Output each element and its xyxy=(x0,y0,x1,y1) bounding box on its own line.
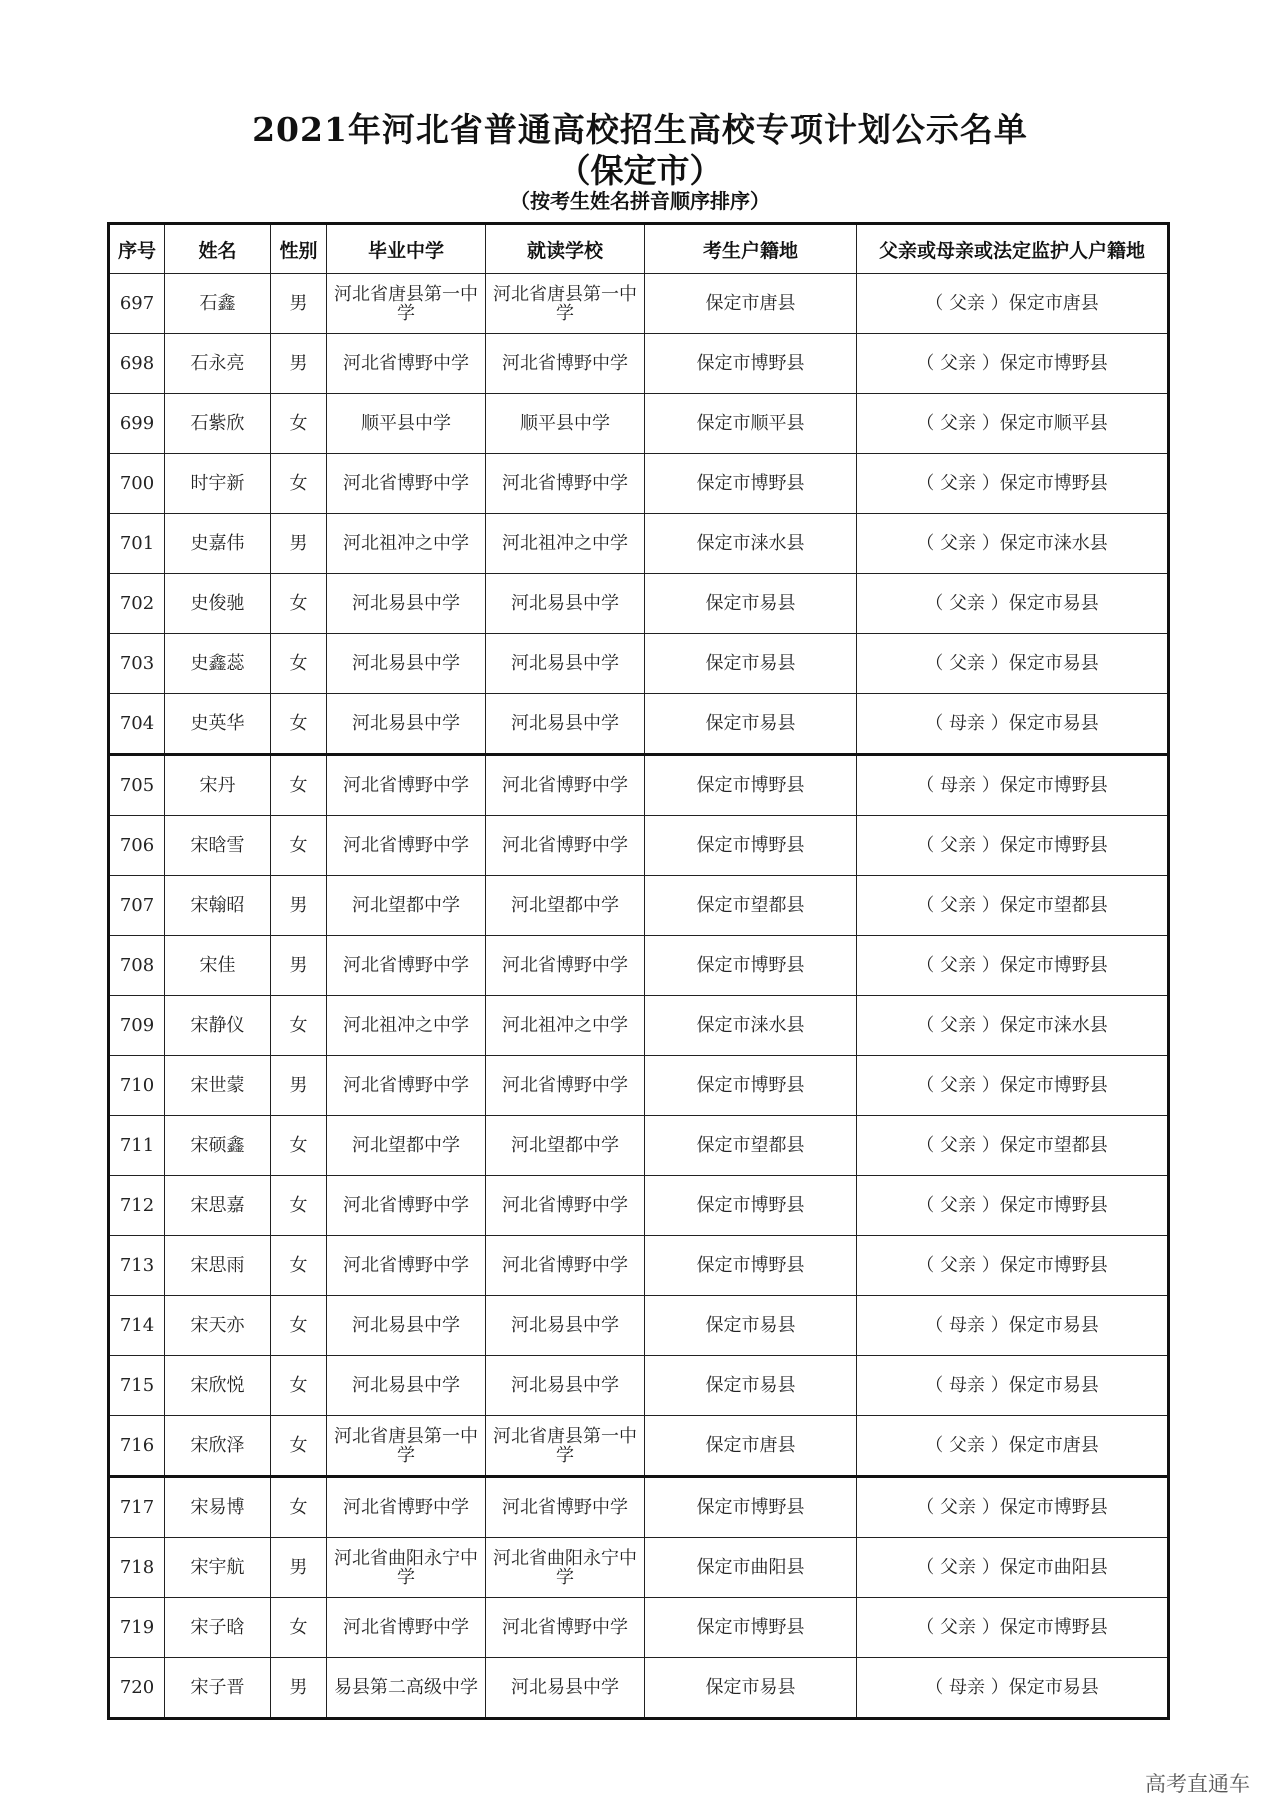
cell-hukou: 保定市易县 xyxy=(645,694,857,755)
cell-school: 河北省博野中学 xyxy=(486,755,645,816)
cell-grad-school: 河北省博野中学 xyxy=(327,1056,486,1116)
cell-name: 史嘉伟 xyxy=(165,514,271,574)
cell-school: 河北省博野中学 xyxy=(486,1598,645,1658)
cell-name: 宋硕鑫 xyxy=(165,1116,271,1176)
cell-gender: 男 xyxy=(271,1538,327,1598)
cell-grad-school: 河北省博野中学 xyxy=(327,454,486,514)
cell-grad-school: 河北省博野中学 xyxy=(327,334,486,394)
cell-no: 711 xyxy=(109,1116,165,1176)
cell-hukou: 保定市涞水县 xyxy=(645,996,857,1056)
table-row xyxy=(109,274,1169,334)
cell-grad-school: 顺平县中学 xyxy=(327,394,486,454)
cell-gender: 女 xyxy=(271,1477,327,1538)
cell-school: 河北省博野中学 xyxy=(486,936,645,996)
cell-parent-hukou: （ 父亲 ）保定市博野县 xyxy=(857,1176,1169,1236)
cell-school: 河北省博野中学 xyxy=(486,1477,645,1538)
cell-no: 718 xyxy=(109,1538,165,1598)
cell-school: 河北易县中学 xyxy=(486,1658,645,1719)
cell-hukou: 保定市博野县 xyxy=(645,334,857,394)
cell-gender: 女 xyxy=(271,634,327,694)
cell-name: 石鑫 xyxy=(165,274,271,334)
table-row xyxy=(109,1056,1169,1116)
cell-grad-school: 河北祖冲之中学 xyxy=(327,996,486,1056)
cell-parent-hukou: （ 父亲 ）保定市望都县 xyxy=(857,1116,1169,1176)
cell-name: 宋思雨 xyxy=(165,1236,271,1296)
cell-no: 720 xyxy=(109,1658,165,1719)
table-row xyxy=(109,694,1169,755)
cell-hukou: 保定市博野县 xyxy=(645,454,857,514)
column-header-gender: 性别 xyxy=(271,224,327,274)
cell-grad-school: 河北祖冲之中学 xyxy=(327,514,486,574)
cell-school: 河北省博野中学 xyxy=(486,816,645,876)
cell-no: 704 xyxy=(109,694,165,755)
cell-no: 703 xyxy=(109,634,165,694)
cell-school: 河北祖冲之中学 xyxy=(486,514,645,574)
cell-parent-hukou: （ 母亲 ）保定市易县 xyxy=(857,1658,1169,1719)
cell-parent-hukou: （ 父亲 ）保定市博野县 xyxy=(857,334,1169,394)
cell-name: 宋佳 xyxy=(165,936,271,996)
cell-parent-hukou: （ 父亲 ）保定市博野县 xyxy=(857,454,1169,514)
table-row xyxy=(109,334,1169,394)
cell-grad-school: 河北易县中学 xyxy=(327,1296,486,1356)
cell-hukou: 保定市博野县 xyxy=(645,936,857,996)
cell-grad-school: 河北省曲阳永宁中学 xyxy=(327,1538,486,1598)
cell-gender: 女 xyxy=(271,1416,327,1477)
cell-hukou: 保定市博野县 xyxy=(645,816,857,876)
cell-no: 714 xyxy=(109,1296,165,1356)
cell-grad-school: 河北省博野中学 xyxy=(327,1176,486,1236)
cell-gender: 男 xyxy=(271,876,327,936)
cell-name: 宋翰昭 xyxy=(165,876,271,936)
cell-hukou: 保定市涞水县 xyxy=(645,514,857,574)
cell-hukou: 保定市易县 xyxy=(645,1658,857,1719)
cell-no: 717 xyxy=(109,1477,165,1538)
cell-gender: 男 xyxy=(271,936,327,996)
cell-no: 706 xyxy=(109,816,165,876)
cell-parent-hukou: （ 母亲 ）保定市易县 xyxy=(857,694,1169,755)
cell-no: 705 xyxy=(109,755,165,816)
cell-school: 河北易县中学 xyxy=(486,1356,645,1416)
cell-school: 河北易县中学 xyxy=(486,634,645,694)
cell-hukou: 保定市易县 xyxy=(645,1296,857,1356)
cell-no: 697 xyxy=(109,274,165,334)
cell-grad-school: 河北望都中学 xyxy=(327,1116,486,1176)
cell-school: 河北省博野中学 xyxy=(486,454,645,514)
cell-school: 河北易县中学 xyxy=(486,694,645,755)
cell-parent-hukou: （ 父亲 ）保定市涞水县 xyxy=(857,514,1169,574)
cell-gender: 女 xyxy=(271,574,327,634)
document-subtitle: （保定市） xyxy=(557,151,723,190)
column-header-parent-hukou: 父亲或母亲或法定监护人户籍地 xyxy=(857,224,1169,274)
cell-gender: 女 xyxy=(271,1176,327,1236)
table-row xyxy=(109,1598,1169,1658)
column-header-school: 就读学校 xyxy=(486,224,645,274)
cell-no: 699 xyxy=(109,394,165,454)
cell-hukou: 保定市曲阳县 xyxy=(645,1538,857,1598)
cell-no: 712 xyxy=(109,1176,165,1236)
cell-name: 宋欣泽 xyxy=(165,1416,271,1477)
cell-parent-hukou: （ 父亲 ）保定市博野县 xyxy=(857,1598,1169,1658)
cell-gender: 男 xyxy=(271,1658,327,1719)
cell-gender: 女 xyxy=(271,755,327,816)
table-row xyxy=(109,634,1169,694)
cell-no: 713 xyxy=(109,1236,165,1296)
cell-parent-hukou: （ 父亲 ）保定市易县 xyxy=(857,574,1169,634)
cell-grad-school: 河北省博野中学 xyxy=(327,1236,486,1296)
cell-name: 宋思嘉 xyxy=(165,1176,271,1236)
table-row xyxy=(109,936,1169,996)
table-row xyxy=(109,1296,1169,1356)
cell-parent-hukou: （ 父亲 ）保定市博野县 xyxy=(857,1236,1169,1296)
table-row xyxy=(109,454,1169,514)
cell-name: 宋宇航 xyxy=(165,1538,271,1598)
table-row xyxy=(109,1416,1169,1477)
cell-gender: 女 xyxy=(271,996,327,1056)
cell-grad-school: 河北易县中学 xyxy=(327,1356,486,1416)
cell-no: 719 xyxy=(109,1598,165,1658)
cell-parent-hukou: （ 父亲 ）保定市博野县 xyxy=(857,816,1169,876)
cell-school: 河北省博野中学 xyxy=(486,1176,645,1236)
table-header-row xyxy=(109,224,1169,274)
cell-parent-hukou: （ 母亲 ）保定市易县 xyxy=(857,1296,1169,1356)
cell-name: 宋欣悦 xyxy=(165,1356,271,1416)
table-row xyxy=(109,816,1169,876)
table-row xyxy=(109,996,1169,1056)
cell-parent-hukou: （ 父亲 ）保定市博野县 xyxy=(857,936,1169,996)
table-row xyxy=(109,1176,1169,1236)
cell-gender: 女 xyxy=(271,454,327,514)
cell-gender: 男 xyxy=(271,1056,327,1116)
cell-no: 707 xyxy=(109,876,165,936)
table-row xyxy=(109,755,1169,816)
cell-gender: 女 xyxy=(271,1296,327,1356)
cell-name: 宋世蒙 xyxy=(165,1056,271,1116)
column-header-name: 姓名 xyxy=(165,224,271,274)
cell-name: 史俊驰 xyxy=(165,574,271,634)
cell-name: 宋天亦 xyxy=(165,1296,271,1356)
cell-name: 时宇新 xyxy=(165,454,271,514)
column-header-hukou: 考生户籍地 xyxy=(645,224,857,274)
cell-school: 河北易县中学 xyxy=(486,1296,645,1356)
cell-hukou: 保定市博野县 xyxy=(645,1477,857,1538)
cell-name: 宋易博 xyxy=(165,1477,271,1538)
cell-gender: 男 xyxy=(271,514,327,574)
cell-school: 河北祖冲之中学 xyxy=(486,996,645,1056)
cell-no: 710 xyxy=(109,1056,165,1116)
table-body xyxy=(109,274,1169,1719)
cell-gender: 女 xyxy=(271,1116,327,1176)
table-row xyxy=(109,1477,1169,1538)
watermark: 高考直通车 xyxy=(1145,1772,1250,1796)
sort-note: （按考生姓名拼音顺序排序） xyxy=(510,189,770,213)
cell-no: 716 xyxy=(109,1416,165,1477)
cell-hukou: 保定市易县 xyxy=(645,574,857,634)
cell-hukou: 保定市博野县 xyxy=(645,1598,857,1658)
cell-grad-school: 河北望都中学 xyxy=(327,876,486,936)
cell-grad-school: 河北易县中学 xyxy=(327,574,486,634)
cell-grad-school: 易县第二高级中学 xyxy=(327,1658,486,1719)
table-row xyxy=(109,876,1169,936)
cell-gender: 女 xyxy=(271,1598,327,1658)
cell-grad-school: 河北省唐县第一中学 xyxy=(327,1416,486,1477)
cell-hukou: 保定市博野县 xyxy=(645,1176,857,1236)
cell-name: 石永亮 xyxy=(165,334,271,394)
cell-grad-school: 河北省博野中学 xyxy=(327,936,486,996)
document-title: 2021年河北省普通高校招生高校专项计划公示名单 xyxy=(252,110,1028,149)
cell-school: 河北省博野中学 xyxy=(486,1236,645,1296)
cell-parent-hukou: （ 母亲 ）保定市博野县 xyxy=(857,755,1169,816)
cell-no: 702 xyxy=(109,574,165,634)
column-header-grad-school: 毕业中学 xyxy=(327,224,486,274)
table-row xyxy=(109,394,1169,454)
cell-name: 宋静仪 xyxy=(165,996,271,1056)
cell-school: 河北省博野中学 xyxy=(486,334,645,394)
table-row xyxy=(109,1356,1169,1416)
cell-hukou: 保定市博野县 xyxy=(645,1056,857,1116)
cell-school: 河北望都中学 xyxy=(486,876,645,936)
cell-name: 史英华 xyxy=(165,694,271,755)
cell-school: 河北省唐县第一中学 xyxy=(486,1416,645,1477)
cell-name: 宋子晋 xyxy=(165,1658,271,1719)
cell-parent-hukou: （ 父亲 ）保定市望都县 xyxy=(857,876,1169,936)
cell-name: 史鑫蕊 xyxy=(165,634,271,694)
cell-gender: 女 xyxy=(271,394,327,454)
roster-table xyxy=(107,222,1170,1720)
cell-school: 河北省唐县第一中学 xyxy=(486,274,645,334)
cell-gender: 女 xyxy=(271,816,327,876)
cell-hukou: 保定市望都县 xyxy=(645,876,857,936)
cell-parent-hukou: （ 父亲 ）保定市博野县 xyxy=(857,1056,1169,1116)
cell-parent-hukou: （ 母亲 ）保定市易县 xyxy=(857,1356,1169,1416)
cell-parent-hukou: （ 父亲 ）保定市博野县 xyxy=(857,1477,1169,1538)
cell-no: 709 xyxy=(109,996,165,1056)
cell-name: 石紫欣 xyxy=(165,394,271,454)
cell-hukou: 保定市易县 xyxy=(645,1356,857,1416)
cell-name: 宋丹 xyxy=(165,755,271,816)
cell-grad-school: 河北易县中学 xyxy=(327,634,486,694)
cell-parent-hukou: （ 父亲 ）保定市唐县 xyxy=(857,1416,1169,1477)
table-row xyxy=(109,1538,1169,1598)
cell-grad-school: 河北省唐县第一中学 xyxy=(327,274,486,334)
cell-parent-hukou: （ 父亲 ）保定市涞水县 xyxy=(857,996,1169,1056)
cell-gender: 女 xyxy=(271,1236,327,1296)
cell-no: 700 xyxy=(109,454,165,514)
cell-hukou: 保定市顺平县 xyxy=(645,394,857,454)
cell-school: 河北易县中学 xyxy=(486,574,645,634)
cell-parent-hukou: （ 父亲 ）保定市曲阳县 xyxy=(857,1538,1169,1598)
cell-grad-school: 河北省博野中学 xyxy=(327,1477,486,1538)
cell-name: 宋子晗 xyxy=(165,1598,271,1658)
cell-parent-hukou: （ 父亲 ）保定市易县 xyxy=(857,634,1169,694)
column-header-no: 序号 xyxy=(109,224,165,274)
cell-school: 河北望都中学 xyxy=(486,1116,645,1176)
cell-no: 708 xyxy=(109,936,165,996)
cell-gender: 男 xyxy=(271,274,327,334)
cell-gender: 女 xyxy=(271,694,327,755)
cell-parent-hukou: （ 父亲 ）保定市顺平县 xyxy=(857,394,1169,454)
cell-hukou: 保定市唐县 xyxy=(645,274,857,334)
table-row xyxy=(109,1236,1169,1296)
cell-parent-hukou: （ 父亲 ）保定市唐县 xyxy=(857,274,1169,334)
cell-school: 河北省博野中学 xyxy=(486,1056,645,1116)
cell-hukou: 保定市唐县 xyxy=(645,1416,857,1477)
cell-hukou: 保定市博野县 xyxy=(645,755,857,816)
cell-name: 宋晗雪 xyxy=(165,816,271,876)
table-row xyxy=(109,574,1169,634)
cell-school: 河北省曲阳永宁中学 xyxy=(486,1538,645,1598)
table-row xyxy=(109,514,1169,574)
cell-hukou: 保定市易县 xyxy=(645,634,857,694)
cell-hukou: 保定市望都县 xyxy=(645,1116,857,1176)
cell-gender: 女 xyxy=(271,1356,327,1416)
cell-gender: 男 xyxy=(271,334,327,394)
table-row xyxy=(109,1658,1169,1719)
cell-hukou: 保定市博野县 xyxy=(645,1236,857,1296)
cell-no: 698 xyxy=(109,334,165,394)
cell-no: 701 xyxy=(109,514,165,574)
table-row xyxy=(109,1116,1169,1176)
cell-school: 顺平县中学 xyxy=(486,394,645,454)
cell-grad-school: 河北省博野中学 xyxy=(327,816,486,876)
cell-grad-school: 河北易县中学 xyxy=(327,694,486,755)
cell-grad-school: 河北省博野中学 xyxy=(327,755,486,816)
cell-grad-school: 河北省博野中学 xyxy=(327,1598,486,1658)
cell-no: 715 xyxy=(109,1356,165,1416)
